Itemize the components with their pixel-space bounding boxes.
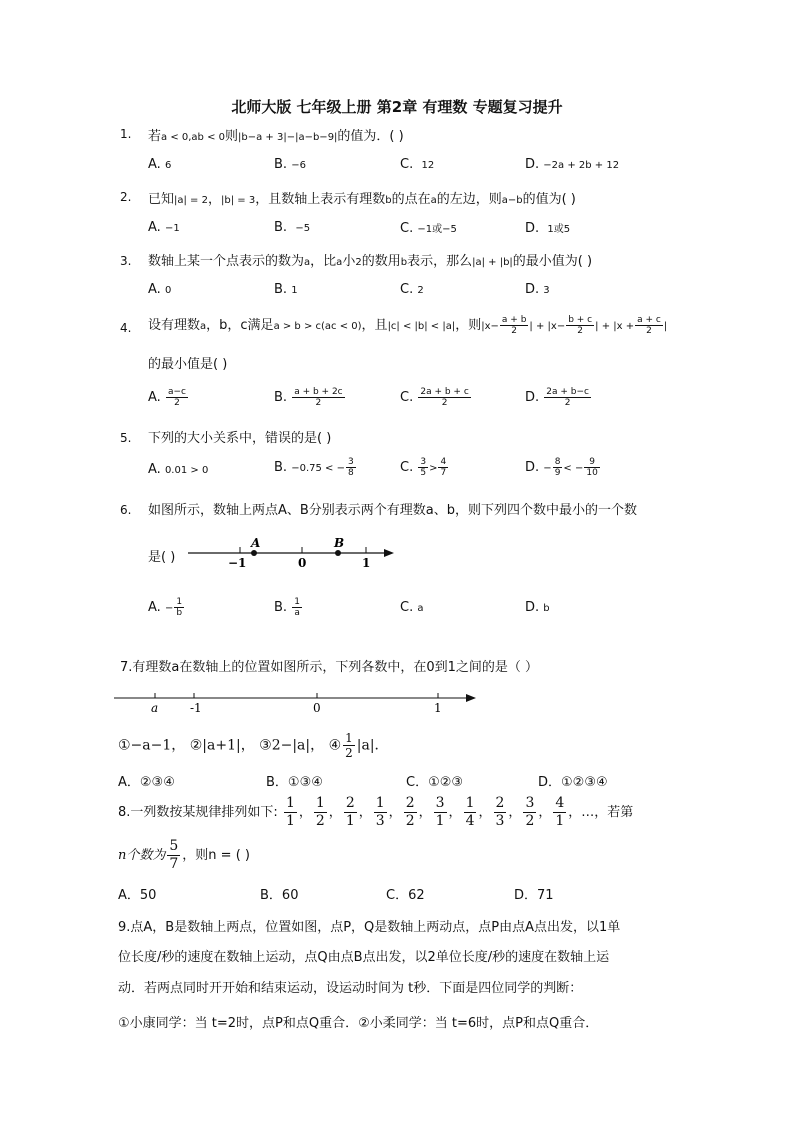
q6-number-line [188,535,398,569]
q6-stem: 如图所示，数轴上两点A、B分别表示两个有理数a、b，则下列四个数中最小的一个数 [148,503,638,518]
q8-option-a[interactable]: A．50 [118,888,157,903]
q1-option-d[interactable]: D. −2a + 2b + 12 [525,157,620,172]
q5-stem: 下列的大小关系中，错误的是( ) [148,431,332,446]
q3-option-b[interactable]: B. 1 [274,282,298,297]
q8-sequence: $\frac{1}{1}$ ， $\frac{1}{2}$ ， $\frac{2}{1}$ ， $\frac{1}{3}$ ， $\frac{2}{2}$ ， $\frac{3}{1}$ ， $\frac{1}{4}$ ， $\frac{2}{3}$ ， $\frac{3}{2}$ ， $\frac{4}{1}$ [285,795,565,829]
q5-option-a[interactable]: A. 0.01 > 0 [148,462,209,477]
q8-option-d[interactable]: D．71 [514,888,554,903]
q8-fraction: $\frac{1}{1}$ [285,795,295,829]
q1-option-a[interactable]: A. 6 [148,157,172,172]
q7-label-0: 0 [313,701,321,715]
q7-option-d[interactable]: D．①②③④ [538,775,608,790]
q6-label-1: 1 [362,556,371,569]
q1-stem: 若a < 0,ab < 0则|b−a + 3|−|a−b−9|的值为．( ) [148,129,404,144]
q6-option-c[interactable]: C. a [400,600,424,615]
q7-items: ①−a−1， ②|a+1|， ③2−|a|， ④ $\frac{1}{2}$ |a|． [118,731,389,760]
q7-label-a: a [151,701,159,715]
q2-stem: 已知|a| = 2，|b| = 3，且数轴上表示有理数b的点在a的左边，则a−b的值为( ) [148,192,576,207]
q6-option-b[interactable]: B. $\frac{1}{a}$ [274,597,300,618]
q6-label-neg1: −1 [228,556,247,569]
q4-number: 4. [120,321,132,335]
q2-option-a[interactable]: A. −1 [148,220,180,235]
q8-fraction: $\frac{3}{1}$ [435,795,445,829]
q7-label-1: 1 [434,701,442,715]
q8-stem-line2: n个数为 $\frac{5}{7}$ ，则n = ( ) [118,838,250,872]
q7-stem: 7.有理数a在数轴上的位置如图所示，下列各数中，在0到1之间的是（ ） [120,660,539,675]
q7-label-neg1: -1 [190,701,202,715]
q4-option-d[interactable]: D. $\frac{2a + b-c}{2}$ [525,387,590,408]
q2-option-c[interactable]: C. −1或−5 [400,221,457,236]
q4-option-a[interactable]: A. $\frac{a-c}{2}$ [148,387,186,408]
q8-fraction: $\frac{3}{2}$ [525,795,535,829]
q7-axis-arrow [466,694,476,702]
q4-stem-line2: 的最小值是( ) [148,357,228,372]
q8-fraction: $\frac{1}{4}$ [465,795,475,829]
q6-number: 6. [120,503,132,517]
q6-label-a: A [251,536,261,550]
q9-line-4: ①小康同学：当 t=2时，点P和点Q重合．②小柔同学：当 t=6时，点P和点Q重合． [118,1016,599,1031]
q6-label-0: 0 [298,556,307,569]
page-title: 北师大版 七年级上册 第2章 有理数 专题复习提升 [231,98,563,116]
q6-stem-line2: 是( ) [148,550,176,565]
q8-fraction: $\frac{1}{2}$ [315,795,325,829]
q4-option-b[interactable]: B. $\frac{a + b + 2c}{2}$ [274,387,343,408]
q6-option-d[interactable]: D. b [525,600,550,615]
q8-fraction: $\frac{4}{1}$ [555,795,565,829]
q5-option-b[interactable]: B. −0.75 < − $\frac{3}{8}$ [274,457,354,478]
q7-number-line [114,688,480,716]
q8-option-b[interactable]: B．60 [260,888,299,903]
q5-option-c[interactable]: C. $\frac{3}{5}$ > $\frac{4}{7}$ [400,457,447,478]
q8-fraction: $\frac{2}{2}$ [405,795,415,829]
q3-option-a[interactable]: A. 0 [148,282,172,297]
q3-stem: 数轴上某一个点表示的数为a，比a小2的数用b表示，那么|a| + |b|的最小值为( ) [148,254,593,269]
q7-option-c[interactable]: C．①②③ [406,775,464,790]
q5-number: 5. [120,431,132,445]
q8-fraction: $\frac{2}{3}$ [495,795,505,829]
q8-stem: 8.一列数按某规律排列如下: $\frac{1}{1}$ ， $\frac{1}{2}$ ， $\frac{2}{1}$ ， $\frac{1}{3}$ ， $\frac{2}{2}$ ， $\frac{3}{1}$ ， $\frac{1}{4}$ ， $\frac{2}{3}$ ， $\frac{3}{2}$ ， $\frac{4}{1}$ ，…，若第 [118,795,634,829]
q8-fraction: $\frac{1}{3}$ [375,795,385,829]
q2-number: 2. [120,190,132,204]
q4-option-c[interactable]: C. $\frac{2a + b + c}{2}$ [400,387,469,408]
q5-option-d[interactable]: D. − $\frac{8}{9}$ < − $\frac{9}{10}$ [525,457,598,478]
q3-option-d[interactable]: D. 3 [525,282,550,297]
q6-axis-arrow [384,549,394,557]
q6-option-a[interactable]: A. − $\frac{1}{b}$ [148,597,183,618]
q1-option-b[interactable]: B. −6 [274,157,306,172]
q4-stem: 设有理数a，b，c满足a > b > c(ac < 0)，且|c| < |b| < |a|，则|x− $\frac{a + b}{2}$ | + |x− $\frac{b + c}{2}$ | + |x + $\frac{a + c}{2}$ | [148,315,668,336]
q9-line-2: 位长度/秒的速度在数轴上运动，点Q由点B点出发，以2单位长度/秒的速度在数轴上运 [118,950,610,965]
q9-line-3: 动．若两点同时开开始和结束运动，设运动时间为 t秒．下面是四位同学的判断： [118,981,583,996]
q6-point-a [251,550,257,556]
q8-fraction: $\frac{2}{1}$ [345,795,355,829]
q2-option-b[interactable]: B. −5 [274,220,311,235]
q3-number: 3. [120,254,132,268]
q1-number: 1. [120,127,132,141]
q3-option-c[interactable]: C. 2 [400,282,424,297]
q6-label-b: B [334,536,345,550]
q8-option-c[interactable]: C．62 [386,888,425,903]
q7-option-b[interactable]: B．①③④ [266,775,323,790]
q9-line-1: 9.点A，B是数轴上两点，位置如图，点P，Q是数轴上两动点，点P由点A点出发，以1单 [118,920,621,935]
q2-option-d[interactable]: D. 1或5 [525,221,571,236]
q7-option-a[interactable]: A．②③④ [118,775,175,790]
q6-point-b [335,550,341,556]
q1-option-c[interactable]: C. 12 [400,157,435,172]
